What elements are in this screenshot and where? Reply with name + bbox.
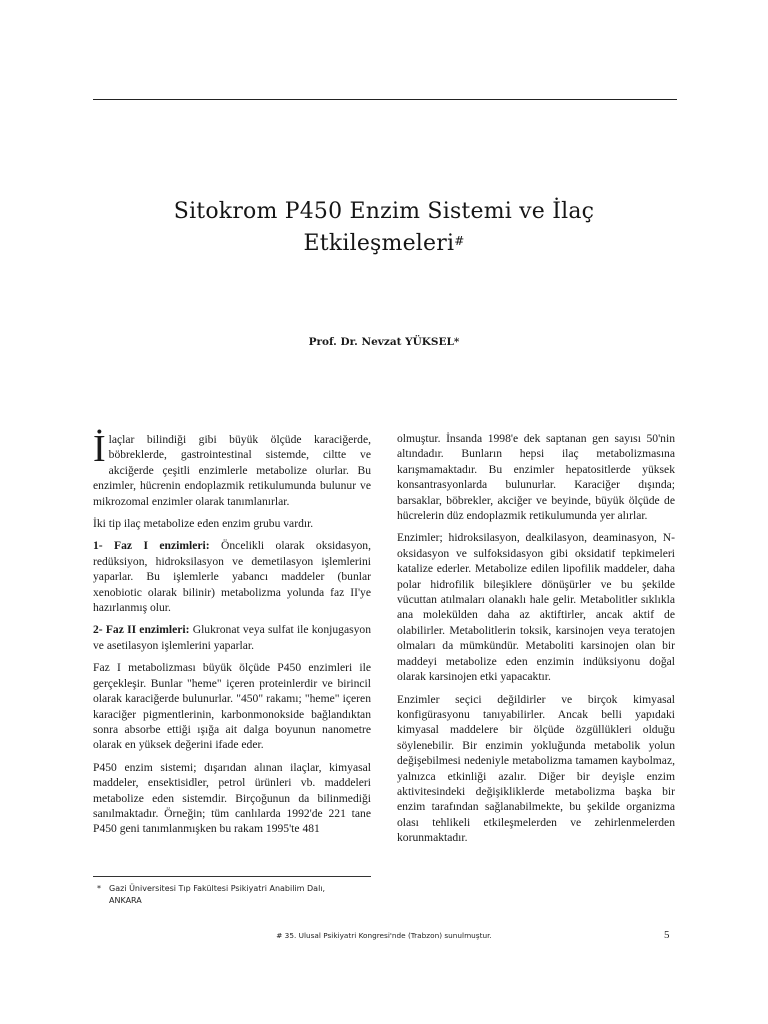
right-column xyxy=(397,431,675,853)
title-line-1: Sitokrom P450 Enzim Sistemi ve İlaç xyxy=(173,199,595,224)
footnote-affiliation: Gazi Üniversitesi Tıp Fakültesi Psikiyatri Anabilim Dalı, xyxy=(109,884,326,893)
paragraph-p450-heme: Faz I metabolizması büyük ölçüde P450 enzimleri ile gerçekleşir. Bunlar "heme" içeren proteinlerdir ve birincil olarak karaciğerde bulunurlar. "450" rakamı; "heme" içeren karaciğer pigmentlerinin, karbonmonokside bağlandıktan sonra absorbe ettiği ışığa ait dalga boyunun nanometre olarak en yüksek değerini ifade eder. xyxy=(93,661,371,752)
paragraph-phase-1 xyxy=(93,538,371,615)
paragraph-enzyme-reactions: Enzimler; hidroksilasyon, dealkilasyon, deaminasyon, N-oksidasyon ve sulfoksidasyon gibi oksidatif tepkimeleri katalize ederler. Metabolize edilen lipofilik maddeler, daha polar hidrofilik bileşiklere dönüşürler ve bu şekilde vücuttan atılmaları olanaklı hale gelir. Metabolitler sıklıkla ana molekülden daha az aktiftirler, ancak aktif de olabilirler. Metabolitlerin toksik, karsinojen veya teratojen olmaları da mümkündür. Metaboliti karsinojen olan bir maddeyi metabolize eden enzimin indüksiyonu doğal olarak karsinojen etki yapacaktır. xyxy=(397,531,675,684)
footnote-rule xyxy=(93,876,371,877)
title-line-2-text: Etkileşmeleri xyxy=(303,231,455,256)
paragraph-phase-2 xyxy=(93,622,371,653)
footnote-line-2 xyxy=(97,895,377,907)
phase-1-text: Öncelikli olarak oksidasyon, redüksiyon, hidroksilasyon ve demetilasyon işlemlerini yaparlar. Bu işlemlerle yabancı maddeler (bunlar xenobiotic olarak bilinir) metabolizma yolunda faz II'ye hazırlanmış olur. xyxy=(93,539,371,615)
article-title xyxy=(60,196,708,260)
paragraph-gene-count: olmuştur. İnsanda 1998'e dek saptanan gen sayısı 50'nin altındadır. Bunların hepsi ilaç metabolizmasına karışmamaktadır. Bu enzimler hepatositlerde yüksek konsantrasyonlarda bulunurlar. Karaciğer dışında; barsaklar, böbrekler, akciğer ve beyinde, büyük ölçüde de hücrelerin düz endoplazmik retikulumunda yer alırlar. xyxy=(397,432,675,523)
congress-note: # 35. Ulusal Psikiyatri Kongresi'nde (Trabzon) sunulmuştur. xyxy=(276,931,492,940)
paragraph-intro xyxy=(93,428,371,509)
title-line-2 xyxy=(60,228,708,260)
title-footnote-mark: # xyxy=(454,234,465,248)
paragraph-enzyme-groups: İki tip ilaç metabolize eden enzim grubu vardır. xyxy=(93,517,314,531)
paragraph-intro-text: laçlar bilindiği gibi büyük ölçüde karaciğerde, böbreklerde, gastrointestinal sistemde, ciltte ve akciğerde çeşitli enzimlerle metabolize olurlar. Bu enzimler, hücrenin endoplazmik retikulumunda bulunur ve mikrozomal enzimler olarak tanımlanırlar. xyxy=(93,433,371,508)
phase-2-label: 2- Faz II enzimleri: xyxy=(93,623,190,637)
paragraph-enzyme-selectivity: Enzimler seçici değildirler ve birçok kimyasal konfigürasyonu tanıyabilirler. Ancak belli yapıdaki kimyasal maddelere bir ölçüde özgüllükleri olduğu söylenebilir. Bir enzimin yokluğunda metabolik yolun değişebilmesi nedeniyle metabolizma tamamen kaybolmaz, yalnızca etkinliği azalır. Diğer bir deyişle enzim aktivitesindeki değişikliklerde metabolizma başka bir enzim tarafından sağlanabilmekte, bu şekilde organizma olası tehlikeli etkileşmelerden ve zehirlenmelerden korunmaktadır. xyxy=(397,692,675,845)
affiliation-footnote xyxy=(97,883,377,907)
paragraph-p450-system: P450 enzim sistemi; dışarıdan alınan ilaçlar, kimyasal maddeler, ensektisidler, petrol ürünleri vb. maddeleri metabolize eden sistemdir. Birçoğunun da bilinmediği sanılmaktadır. Örneğin; tüm canlılarda 1992'de 221 tane P450 geni tanımlanmışken bu rakam 1995'te 481 xyxy=(93,760,371,836)
author-name: Prof. Dr. Nevzat YÜKSEL* xyxy=(308,336,460,348)
drop-cap: İ xyxy=(93,428,106,470)
phase-1-label: 1- Faz I enzimleri: xyxy=(93,539,210,553)
phase-2-text: Glukronat veya sulfat ile konjugasyon ve asetilasyon işlemlerini yaparlar. xyxy=(93,623,371,652)
top-rule xyxy=(93,99,677,100)
footnote-line-1 xyxy=(97,883,377,895)
left-column xyxy=(93,428,371,844)
footnote-city: ANKARA xyxy=(109,896,142,905)
footnote-mark: * xyxy=(97,884,101,893)
page-number: 5 xyxy=(664,929,670,941)
